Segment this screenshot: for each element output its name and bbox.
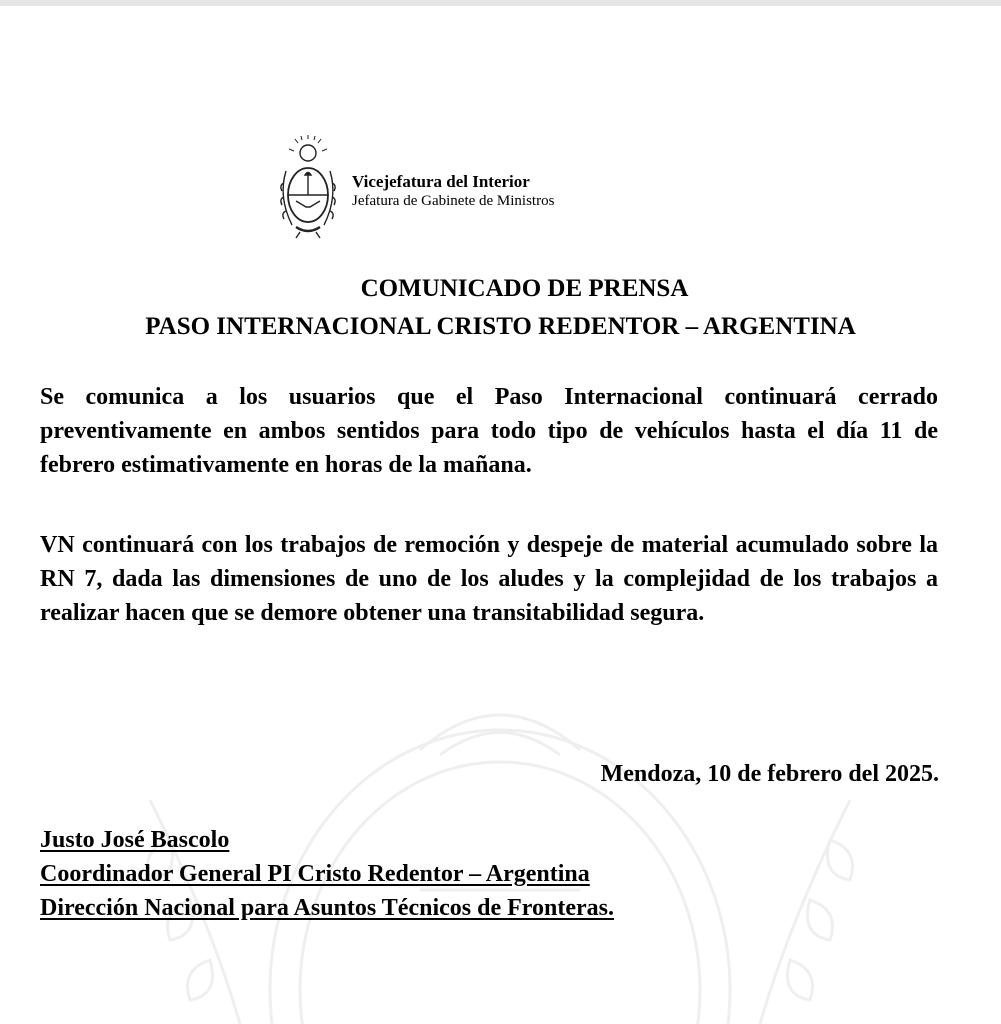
signatory-department: Dirección Nacional para Asuntos Técnicos de Fronteras. xyxy=(40,895,614,921)
body-paragraph-2: VN continuará con los trabajos de remoción y despeje de material acumulado sobre la RN 7, dada las dimensiones de uno de los aludes y la complejidad de los trabajos a realizar hacen que se demore obtener una transitabilidad segura. xyxy=(40,532,938,626)
org-name: Vicejefatura del Interior xyxy=(352,171,530,191)
document-subtitle: PASO INTERNACIONAL CRISTO REDENTOR – ARGENTINA xyxy=(145,313,856,340)
org-parent: Jefatura de Gabinete de Ministros xyxy=(352,192,555,209)
letterhead xyxy=(276,135,554,240)
document-title: COMUNICADO DE PRENSA xyxy=(360,275,689,302)
body-paragraph-1: Se comunica a los usuarios que el Paso Internacional continuará cerrado preventivamente en ambos sentidos para todo tipo de vehículos hasta el día 11 de febrero estimativamente en horas de la mañana. xyxy=(40,384,938,478)
argentina-coat-of-arms-icon xyxy=(276,135,340,240)
signatory-position: Coordinador General PI Cristo Redentor – Argentina xyxy=(40,861,590,887)
date-line: Mendoza, 10 de febrero del 2025. xyxy=(600,761,939,787)
signature-block xyxy=(40,823,614,925)
top-border xyxy=(0,0,1001,6)
signatory-name: Justo José Bascolo xyxy=(40,827,230,853)
